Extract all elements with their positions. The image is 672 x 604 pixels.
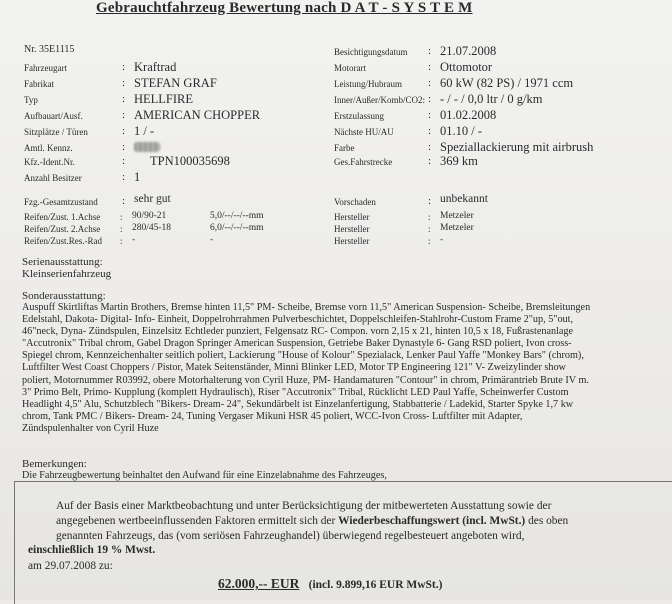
sonderausstattung-line: Zündspulenhalter von Cyril Huze <box>22 422 159 434</box>
bemerkungen-label: Bemerkungen: <box>22 458 87 470</box>
document-page: Gebrauchtfahrzeug Bewertung nach D A T - S Y S T E M Nr. 35E1115 Fahrzeugart : Kraftrad Fabrikat : STEFAN GRAF Typ : HELLFIRE Aufbauart/Ausf. : AMERICAN CHOPPER Sitzplätze / Türen : 1 / - Amtl. Kennz. : Kfz.-Ident.Nr. : TPN100035698 Anzahl Besitzer : 1 Besichtigungsdatum : 21.07.2008 Motorart : Ottomotor Leistung/Hubraum : 60 kW (82 PS) / 1971 ccm Inner/Außer/Komb/CO2: : - / - / 0,0 ltr / 0 g/km Erstzulassung : 01.02.2008 Nächste HU/AU : 01.10 / - Farbe : Speziallackierung mit airbrush Ges.Fahrstrecke : 369 km Fzg.-Gesamtzustand : sehr gut Vorschaden : unbekannt Reifen/Zust. 1.Achse : 90/90-21 5,0/--/--/--mm Hersteller : Metzeler Reifen/Zust. 2.Achse : 280/45-18 6,0/--/--/--mm Hersteller : Metzeler Reifen/Zust.Res.-Rad : - - Hersteller : - Serienausstattung: Kleinserienfahrzeug Sonderausstattung: Auspuff Skirtliftas Martin Brothers, Bremse hinten 11,5" PM- Scheibe, Bremse vorn 11,5" American Suspension- Scheibe, Bremsleitungen Edelstahl, Dakota- Digital- Info- Einheit, Doppelrohrrahmen Pulverbeschichtet, Doppelschleifen-Stahlrohr-Custom Frame 2"up, 5"out, 46"neck, Dyna- Zündspulen, Einzelsitz Echtleder punziert, Felgensatz RC- Compon. vorn 2,15 x 21, hinten 10,5 x 18, Fußrastenanlage "Accutronix" Tribal chrom, Gabel Dragon Springer American Suspension, Getriebe Baker Dynastyle 6- Gang RSD poliert, Ivon cross- Spiegel chrom, Kennzeichenhalter seitlich poliert, Lackierung "House of Kolour" Spezialack, Lenker Paul Yaffe "Monkey Bars" (chrom), Luftfilter West Coast Choppers / Pistor, Matek Seitenständer, Minni Blinker LED, Motor TP Engineering 121" V- Zweizylinder show poliert, Motornummer R03992, obere Motorhalterung von Cyril Huze, PM- Handamaturen "Contour" in chrom, Primärantrieb Brute IV m. 3" Primo Belt, Primo- Kupplung (komplett Hydraulisch), Riser "Accutronix" Tribal, Rücklicht LED Paul Yaffe, Scheinwerfer Custom Headlight 4,5" Alu, Schutzblech "Bikers- Dream- 24", Sekundärbelt ist Einzelanfertigung, Stabbatterie / Ladekid, Starter Spyke 1,7 kw chrom, Tank PMC / Bikers- Dream- 24, Tuning Vergaser Mikuni HSR 45 poliert, WCC-Ivon Cross- Luftfilter mit Adapter, Zündspulenhalter von Cyril Huze Bemerkungen: Die Fahrzeugbewertung beinhaltet den Aufwand für eine Einzelabnahme des Fahrzeuges, Auf der Basis einer Marktbeobachtung und unter Berücksichtigung der mitbewerteten Ausstattung sowie der angegebenen wertbeeinflussenden Faktoren ermittelt sich der Wiederbeschaffungswert (incl. MwSt.) des oben genannten Fahrzeugs, das (vom seriösen Fahrzeughandel) überwiegend regelbesteuert angeboten wird, einschließlich 19 % Mwst. am 29.07.2008 zu: 62.000,-- EUR (incl. 9.899,16 EUR MwSt.) <box>0 0 672 600</box>
document-title: Gebrauchtfahrzeug Bewertung nach D A T - S Y S T E M <box>96 0 473 16</box>
tire-brand: Metzeler <box>440 223 474 233</box>
tire-label: Reifen/Zust. 2.Achse <box>24 224 101 234</box>
left-value: TPN100035698 <box>150 154 230 168</box>
left-label: Aufbauart/Ausf. <box>24 111 83 121</box>
valuation-line-1: Auf der Basis einer Marktbeobachtung und unter Berücksichtigung der mitbewerteten Ausstattung sowie der <box>56 500 552 512</box>
sonderausstattung-line: Luftfilter West Coast Choppers / Pistor, Matek Seitenständer, Minni Blinker LED, Motor TP Engineering 121" V- Zweizylinder show <box>22 362 566 374</box>
document-number: Nr. 35E1115 <box>24 44 75 55</box>
sonderausstattung-label: Sonderausstattung: <box>22 290 106 302</box>
right-value: 01.10 / - <box>440 124 483 138</box>
vorschaden-label: Vorschaden <box>334 197 376 207</box>
left-value: 1 / - <box>134 124 155 138</box>
price-amount: 62.000,-- EUR <box>218 576 300 591</box>
right-label: Leistung/Hubraum <box>334 79 402 89</box>
serienausstattung-label: Serienausstattung: <box>22 256 103 268</box>
sonderausstattung-line: Edelstahl, Dakota- Digital- Info- Einheit, Doppelrohrrahmen Pulverbeschichtet, Doppelschleifen-Stahlrohr-Custom Frame 2"up, 5"out, <box>22 314 574 326</box>
price-vat-note: (incl. 9.899,16 EUR MwSt.) <box>308 579 443 591</box>
tire-brand: Metzeler <box>440 211 474 221</box>
right-label: Ges.Fahrstrecke <box>334 157 393 167</box>
right-label: Inner/Außer/Komb/CO2: <box>334 95 425 105</box>
sonderausstattung-line: 3" Primo Belt, Primo- Kupplung (komplett Hydraulisch), Riser "Accutronix" Tribal, Rücklicht LED Paul Yaffe, Scheinwerfer Custom <box>22 386 569 398</box>
left-value: Kraftrad <box>134 60 177 74</box>
tire-size: - <box>132 235 136 245</box>
valuation-line-3: genannten Fahrzeugs, das (vom seriösen Fahrzeughandel) überwiegend regelbesteuert angeboten wird, <box>56 530 525 543</box>
tire-colon: : <box>428 212 431 222</box>
tire-hersteller-label: Hersteller <box>334 224 370 234</box>
tire-colon: : <box>428 236 431 246</box>
valuation-line-2: angegebenen wertbeeinflussenden Faktoren ermittelt sich der Wiederbeschaffungswert (incl. MwSt.) des oben <box>56 515 569 528</box>
sonderausstattung-line: "Accutronix" Tribal chrom, Gabel Dragon Springer American Suspension, Getriebe Baker Dynastyle 6- Gang RSD poliert, Ivon cross- <box>22 338 572 350</box>
tire-label: Reifen/Zust. 1.Achse <box>24 212 101 222</box>
serienausstattung-value: Kleinserienfahrzeug <box>22 268 112 280</box>
tire-brand: - <box>440 235 444 245</box>
bemerkungen-text: Die Fahrzeugbewertung beinhaltet den Aufwand für eine Einzelabnahme des Fahrzeuges, <box>22 470 387 481</box>
tire-colon: : <box>120 212 123 222</box>
tire-colon: : <box>428 224 431 234</box>
right-value: - / - / 0,0 ltr / 0 g/km <box>440 92 543 106</box>
sonderausstattung-line: Headlight 4,5" Alu, Schutzblech "Bikers- Dream- 24", Sekundärbelt ist Einzelanfertigung, Stabbatterie / Ladekid, Starter Spyke 1,7 kw <box>22 398 574 410</box>
sonderausstattung-line: chrom, Tank PMC / Bikers- Dream- 24, Tuning Vergaser Mikuni HSR 45 poliert, WCC-Ivon Cross- Luftfilter mit Adapter, <box>22 410 523 422</box>
sonderausstattung-line: 46"neck, Dyna- Zündspulen, Einzelsitz Echtleder punziert, Felgensatz RC- Compon. vorn 2,15 x 21, hinten 10,5 x 18, Fußrastenanlage <box>22 326 574 338</box>
valuation-date: am 29.07.2008 zu: <box>28 560 113 572</box>
right-label: Besichtigungsdatum <box>334 47 408 57</box>
sonderausstattung-line: Auspuff Skirtliftas Martin Brothers, Bremse hinten 11,5" PM- Scheibe, Bremse vorn 11,5" American Suspension- Scheibe, Bremsleitungen <box>22 302 591 313</box>
left-label: Fabrikat <box>24 79 54 89</box>
valuation-paragraph <box>56 499 568 545</box>
left-label: Kfz.-Ident.Nr. <box>24 157 75 167</box>
sonderausstattung-line: Spiegel chrom, Kennzeichenhalter seitlich poliert, Lackierung "House of Kolour" Spezialack, Lenker Paul Yaffe "Monkey Bars" (chrom), <box>22 350 584 362</box>
vorschaden-value: unbekannt <box>440 193 488 205</box>
right-label: Erstzulassung <box>334 111 384 121</box>
left-label: Anzahl Besitzer <box>24 173 82 183</box>
sonderausstattung-line: poliert, Motornummer R03992, obere Motorhalterung von Cyril Huze, PM- Handamaturen "Contour" in chrom, Primärantrieb Brute IV m. <box>22 374 589 386</box>
tire-profile: - <box>210 235 214 245</box>
left-value: 1 <box>134 170 141 184</box>
right-value: 01.02.2008 <box>440 108 497 122</box>
valuation-price <box>218 576 442 592</box>
right-value: 21.07.2008 <box>440 44 497 58</box>
tire-profile: 5,0/--/--/--mm <box>210 211 264 221</box>
right-label: Farbe <box>334 143 355 153</box>
tire-profile: 6,0/--/--/--mm <box>210 223 264 233</box>
tire-label: Reifen/Zust.Res.-Rad <box>24 236 102 246</box>
left-value: AMERICAN CHOPPER <box>134 108 261 122</box>
sonderausstattung-text <box>22 302 670 435</box>
wiederbeschaffungswert-term: Wiederbeschaffungswert (incl. MwSt.) <box>338 515 526 528</box>
right-label: Motorart <box>334 63 366 73</box>
mwst-note: einschließlich 19 % Mwst. <box>28 544 156 556</box>
left-value: STEFAN GRAF <box>134 76 217 90</box>
left-label: Fahrzeugart <box>24 63 67 73</box>
right-value: 369 km <box>440 154 478 168</box>
right-value: 60 kW (82 PS) / 1971 ccm <box>440 76 574 90</box>
right-value: Speziallackierung mit airbrush <box>440 140 594 154</box>
left-value: HELLFIRE <box>134 92 194 106</box>
left-label: Typ <box>24 95 38 105</box>
left-label: Sitzplätze / Türen <box>24 127 88 137</box>
left-label: Amtl. Kennz. <box>24 143 73 153</box>
gesamtzustand-value: sehr gut <box>134 193 171 205</box>
right-value: Ottomotor <box>440 60 493 74</box>
tire-hersteller-label: Hersteller <box>334 236 370 246</box>
redacted-plate <box>134 142 160 152</box>
tire-colon: : <box>120 236 123 246</box>
tire-size: 90/90-21 <box>132 211 167 221</box>
right-label: Nächste HU/AU <box>334 127 394 137</box>
tire-hersteller-label: Hersteller <box>334 212 370 222</box>
tire-colon: : <box>120 224 123 234</box>
tire-size: 280/45-18 <box>132 223 172 233</box>
gesamtzustand-label: Fzg.-Gesamtzustand <box>24 197 98 207</box>
